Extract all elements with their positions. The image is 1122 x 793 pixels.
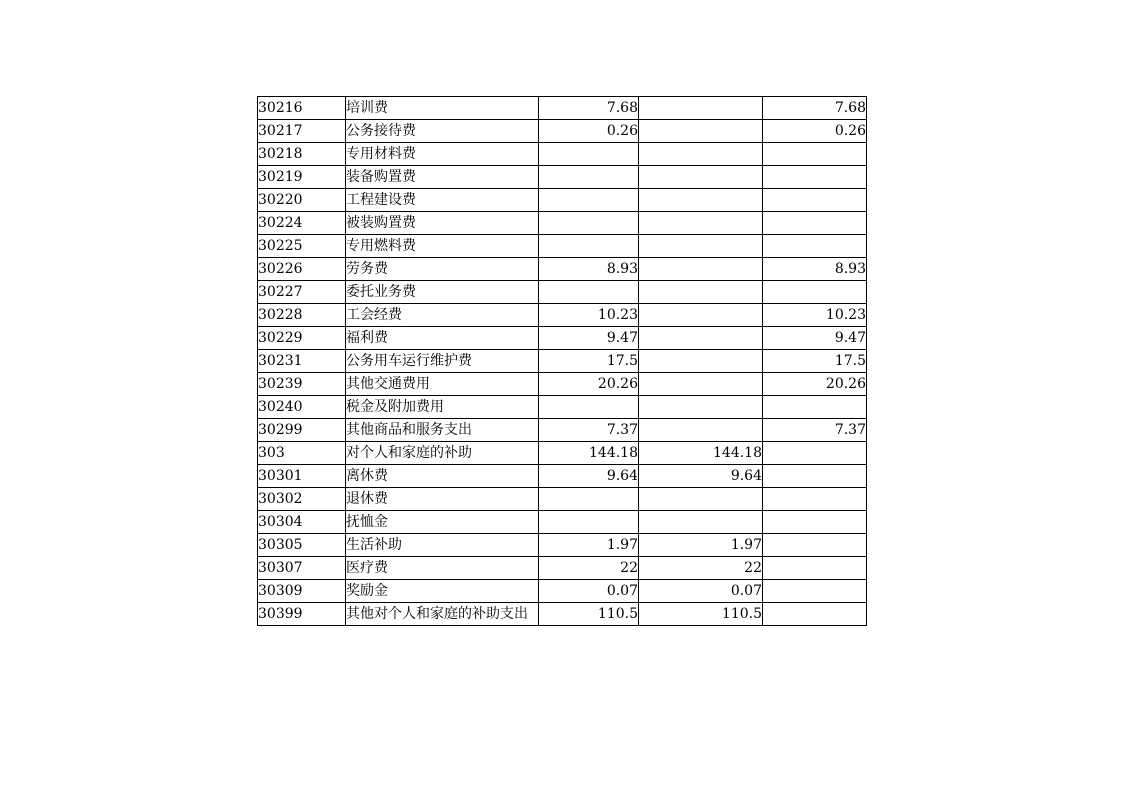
table-row	[258, 304, 867, 327]
basic-expenditure-cell: 144.18	[639, 442, 763, 465]
project-expenditure-cell	[763, 465, 867, 488]
total-amount-cell	[539, 212, 639, 235]
total-amount-cell: 17.5	[539, 350, 639, 373]
item-name-cell: 奖励金	[346, 580, 539, 603]
basic-expenditure-cell	[639, 511, 763, 534]
item-name-cell: 对个人和家庭的补助	[346, 442, 539, 465]
project-expenditure-cell	[763, 534, 867, 557]
item-code-cell: 30220	[258, 189, 346, 212]
item-name-cell: 生活补助	[346, 534, 539, 557]
project-expenditure-cell: 10.23	[763, 304, 867, 327]
project-expenditure-cell	[763, 281, 867, 304]
item-code-cell: 30231	[258, 350, 346, 373]
basic-expenditure-cell	[639, 419, 763, 442]
total-amount-cell	[539, 189, 639, 212]
table-row	[258, 580, 867, 603]
project-expenditure-cell	[763, 143, 867, 166]
basic-expenditure-cell	[639, 143, 763, 166]
basic-expenditure-cell	[639, 327, 763, 350]
item-name-cell: 被装购置费	[346, 212, 539, 235]
item-name-cell: 专用材料费	[346, 143, 539, 166]
project-expenditure-cell: 0.26	[763, 120, 867, 143]
item-code-cell: 30399	[258, 603, 346, 626]
item-code-cell: 30216	[258, 97, 346, 120]
total-amount-cell: 22	[539, 557, 639, 580]
basic-expenditure-cell	[639, 350, 763, 373]
table-row	[258, 120, 867, 143]
project-expenditure-cell: 8.93	[763, 258, 867, 281]
total-amount-cell: 144.18	[539, 442, 639, 465]
table-row	[258, 419, 867, 442]
table-row	[258, 373, 867, 396]
item-code-cell: 30226	[258, 258, 346, 281]
item-code-cell: 30218	[258, 143, 346, 166]
table-row	[258, 258, 867, 281]
table-row	[258, 281, 867, 304]
total-amount-cell	[539, 511, 639, 534]
item-code-cell: 30228	[258, 304, 346, 327]
table-row	[258, 327, 867, 350]
expenditure-table	[257, 96, 867, 626]
total-amount-cell: 110.5	[539, 603, 639, 626]
item-code-cell: 30307	[258, 557, 346, 580]
total-amount-cell	[539, 488, 639, 511]
project-expenditure-cell	[763, 511, 867, 534]
project-expenditure-cell: 7.37	[763, 419, 867, 442]
total-amount-cell: 0.07	[539, 580, 639, 603]
project-expenditure-cell	[763, 235, 867, 258]
project-expenditure-cell	[763, 166, 867, 189]
total-amount-cell: 20.26	[539, 373, 639, 396]
item-name-cell: 其他对个人和家庭的补助支出	[346, 603, 539, 626]
item-name-cell: 公务用车运行维护费	[346, 350, 539, 373]
item-code-cell: 30229	[258, 327, 346, 350]
table-row	[258, 465, 867, 488]
item-name-cell: 培训费	[346, 97, 539, 120]
basic-expenditure-cell: 9.64	[639, 465, 763, 488]
basic-expenditure-cell	[639, 488, 763, 511]
table-row	[258, 557, 867, 580]
project-expenditure-cell: 17.5	[763, 350, 867, 373]
basic-expenditure-cell	[639, 396, 763, 419]
item-code-cell: 30309	[258, 580, 346, 603]
table-row	[258, 511, 867, 534]
item-name-cell: 医疗费	[346, 557, 539, 580]
project-expenditure-cell	[763, 488, 867, 511]
table-row	[258, 189, 867, 212]
project-expenditure-cell	[763, 603, 867, 626]
item-code-cell: 30217	[258, 120, 346, 143]
item-name-cell: 退休费	[346, 488, 539, 511]
table-row	[258, 350, 867, 373]
total-amount-cell	[539, 143, 639, 166]
basic-expenditure-cell	[639, 166, 763, 189]
project-expenditure-cell: 20.26	[763, 373, 867, 396]
project-expenditure-cell	[763, 212, 867, 235]
basic-expenditure-cell	[639, 212, 763, 235]
item-name-cell: 委托业务费	[346, 281, 539, 304]
project-expenditure-cell	[763, 442, 867, 465]
item-name-cell: 专用燃料费	[346, 235, 539, 258]
basic-expenditure-cell: 110.5	[639, 603, 763, 626]
basic-expenditure-cell	[639, 373, 763, 396]
item-name-cell: 公务接待费	[346, 120, 539, 143]
item-code-cell: 30239	[258, 373, 346, 396]
item-name-cell: 劳务费	[346, 258, 539, 281]
total-amount-cell	[539, 281, 639, 304]
table-row	[258, 212, 867, 235]
basic-expenditure-cell	[639, 120, 763, 143]
basic-expenditure-cell	[639, 235, 763, 258]
project-expenditure-cell	[763, 580, 867, 603]
total-amount-cell: 9.47	[539, 327, 639, 350]
item-code-cell: 30299	[258, 419, 346, 442]
item-code-cell: 30219	[258, 166, 346, 189]
item-name-cell: 税金及附加费用	[346, 396, 539, 419]
project-expenditure-cell	[763, 557, 867, 580]
item-code-cell: 30304	[258, 511, 346, 534]
basic-expenditure-cell: 0.07	[639, 580, 763, 603]
item-code-cell: 303	[258, 442, 346, 465]
project-expenditure-cell: 9.47	[763, 327, 867, 350]
table-row	[258, 97, 867, 120]
basic-expenditure-cell	[639, 281, 763, 304]
basic-expenditure-cell: 22	[639, 557, 763, 580]
table-row	[258, 166, 867, 189]
item-name-cell: 其他商品和服务支出	[346, 419, 539, 442]
item-name-cell: 福利费	[346, 327, 539, 350]
item-name-cell: 其他交通费用	[346, 373, 539, 396]
table-row	[258, 396, 867, 419]
table-row	[258, 442, 867, 465]
basic-expenditure-cell	[639, 304, 763, 327]
table-row	[258, 488, 867, 511]
total-amount-cell: 9.64	[539, 465, 639, 488]
table-row	[258, 603, 867, 626]
table-row	[258, 235, 867, 258]
basic-expenditure-cell	[639, 97, 763, 120]
basic-expenditure-cell	[639, 189, 763, 212]
item-name-cell: 工程建设费	[346, 189, 539, 212]
item-name-cell: 离休费	[346, 465, 539, 488]
project-expenditure-cell	[763, 396, 867, 419]
total-amount-cell	[539, 396, 639, 419]
table-row	[258, 143, 867, 166]
project-expenditure-cell: 7.68	[763, 97, 867, 120]
item-code-cell: 30227	[258, 281, 346, 304]
project-expenditure-cell	[763, 189, 867, 212]
total-amount-cell	[539, 235, 639, 258]
item-code-cell: 30305	[258, 534, 346, 557]
item-name-cell: 抚恤金	[346, 511, 539, 534]
item-name-cell: 装备购置费	[346, 166, 539, 189]
basic-expenditure-cell: 1.97	[639, 534, 763, 557]
item-code-cell: 30302	[258, 488, 346, 511]
item-code-cell: 30301	[258, 465, 346, 488]
total-amount-cell	[539, 166, 639, 189]
total-amount-cell: 0.26	[539, 120, 639, 143]
total-amount-cell: 7.37	[539, 419, 639, 442]
total-amount-cell: 8.93	[539, 258, 639, 281]
item-code-cell: 30240	[258, 396, 346, 419]
total-amount-cell: 7.68	[539, 97, 639, 120]
total-amount-cell: 10.23	[539, 304, 639, 327]
item-code-cell: 30225	[258, 235, 346, 258]
table-body	[258, 97, 867, 626]
item-name-cell: 工会经费	[346, 304, 539, 327]
table-row	[258, 534, 867, 557]
total-amount-cell: 1.97	[539, 534, 639, 557]
item-code-cell: 30224	[258, 212, 346, 235]
basic-expenditure-cell	[639, 258, 763, 281]
